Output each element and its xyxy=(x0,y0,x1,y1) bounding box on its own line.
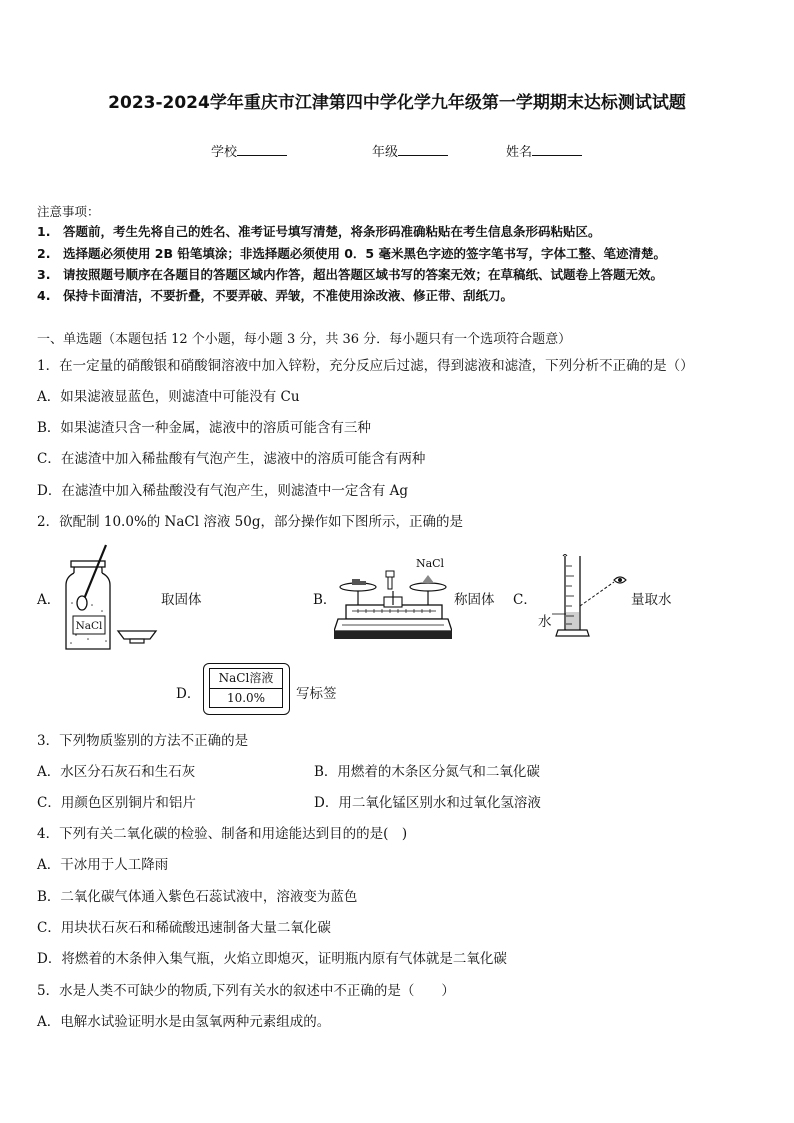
section-header: 一、单选题（本题包括 12 个小题，每小题 3 分，共 36 分．每小题只有一个选项符合题意） xyxy=(37,332,572,347)
question-4-stem: 4．下列有关二氧化碳的检验、制备和用途能达到目的的是( ) xyxy=(37,826,408,842)
question-3-option-a: A．水区分石灰石和生石灰 xyxy=(37,764,196,780)
fig-b-caption: 称固体 xyxy=(454,592,495,608)
question-1-stem: 1．在一定量的硝酸银和硝酸铜溶液中加入锌粉，充分反应后过滤，得到滤液和滤渣，下列分析不正确的是（） xyxy=(37,358,694,374)
fig-c-caption: 量取水 xyxy=(631,592,672,608)
fig-b-label: NaCl xyxy=(415,557,445,570)
question-3-stem: 3．下列物质鉴别的方法不正确的是 xyxy=(37,733,249,749)
fig-d-line2: 10.0% xyxy=(226,691,266,705)
fig-d-label-card xyxy=(203,663,290,715)
fig-a-caption: 取固体 xyxy=(161,592,202,608)
fig-b-letter: B． xyxy=(313,592,337,608)
question-1-option-b: B．如果滤渣只含一种金属，滤液中的溶质可能含有三种 xyxy=(37,420,371,436)
fig-a-reagent-bottle xyxy=(62,543,166,655)
question-1-option-a: A．如果滤液显蓝色，则滤渣中可能没有 Cu xyxy=(37,389,300,405)
question-1-option-d: D．在滤渣中加入稀盐酸没有气泡产生，则滤渣中一定含有 Ag xyxy=(37,483,409,499)
question-1-option-c: C．在滤渣中加入稀盐酸有气泡产生，滤液中的溶质可能含有两种 xyxy=(37,451,426,467)
question-3-option-d: D．用二氧化锰区别水和过氧化氢溶液 xyxy=(314,795,541,811)
question-2-stem: 2．欲配制 10.0%的 NaCl 溶液 50g，部分操作如下图所示，正确的是 xyxy=(37,514,463,530)
name-blank[interactable] xyxy=(532,143,582,156)
fig-a-label: NaCl xyxy=(75,620,103,632)
page-title: 2023-2024学年重庆市江津第四中学化学九年级第一学期期末达标测试试题 xyxy=(108,93,686,113)
notice-heading: 注意事项： xyxy=(37,204,100,219)
question-4-option-d: D．将燃着的木条伸入集气瓶，火焰立即熄灭，证明瓶内原有气体就是二氧化碳 xyxy=(37,951,507,967)
notice-item: 2. 选择题必须使用 2B 铅笔填涂；非选择题必须使用 0．5 毫米黑色字迹的签字笔书写，字体工整、笔迹清楚。 xyxy=(37,246,666,261)
fig-c-letter: C． xyxy=(513,592,537,608)
question-4-option-a: A．干冰用于人工降雨 xyxy=(37,857,169,873)
name-label: 姓名 xyxy=(506,145,533,160)
notice-item: 1. 答题前，考生先将自己的姓名、准考证号填写清楚，将条形码准确粘贴在考生信息条形码粘贴区。 xyxy=(37,224,601,239)
grade-label: 年级 xyxy=(372,145,399,160)
fig-d-label-inner xyxy=(209,668,283,708)
fig-b-balance xyxy=(334,553,452,645)
question-5-option-a: A．电解水试验证明水是由氢氧两种元素组成的。 xyxy=(37,1014,331,1030)
name-field xyxy=(506,141,582,160)
grade-blank[interactable] xyxy=(398,143,448,156)
notice-item: 4. 保持卡面清洁，不要折叠，不要弄破、弄皱，不准使用涂改液、修正带、刮纸刀。 xyxy=(37,288,513,303)
question-4-option-c: C．用块状石灰石和稀硫酸迅速制备大量二氧化碳 xyxy=(37,920,331,936)
fig-d-caption: 写标签 xyxy=(296,686,337,702)
question-5-stem: 5．水是人类不可缺少的物质,下列有关水的叙述中不正确的是（ ） xyxy=(37,983,455,999)
fig-d-letter: D． xyxy=(176,686,201,702)
question-3-option-b: B．用燃着的木条区分氮气和二氧化碳 xyxy=(314,764,540,780)
school-label: 学校 xyxy=(211,145,238,160)
school-blank[interactable] xyxy=(237,143,287,156)
notice-item: 3. 请按照题号顺序在各题目的答题区域内作答，超出答题区域书写的答案无效；在草稿纸、试题卷上答题无效。 xyxy=(37,267,663,282)
question-3-option-c: C．用颜色区别铜片和铝片 xyxy=(37,795,196,811)
fig-d-line1: NaCl溶液 xyxy=(210,669,282,689)
school-field xyxy=(211,141,287,160)
question-4-option-b: B．二氧化碳气体通入紫色石蕊试液中，溶液变为蓝色 xyxy=(37,889,358,905)
fig-c-label: 水 xyxy=(538,614,552,630)
fig-a-letter: A． xyxy=(37,592,61,608)
grade-field xyxy=(372,141,448,160)
